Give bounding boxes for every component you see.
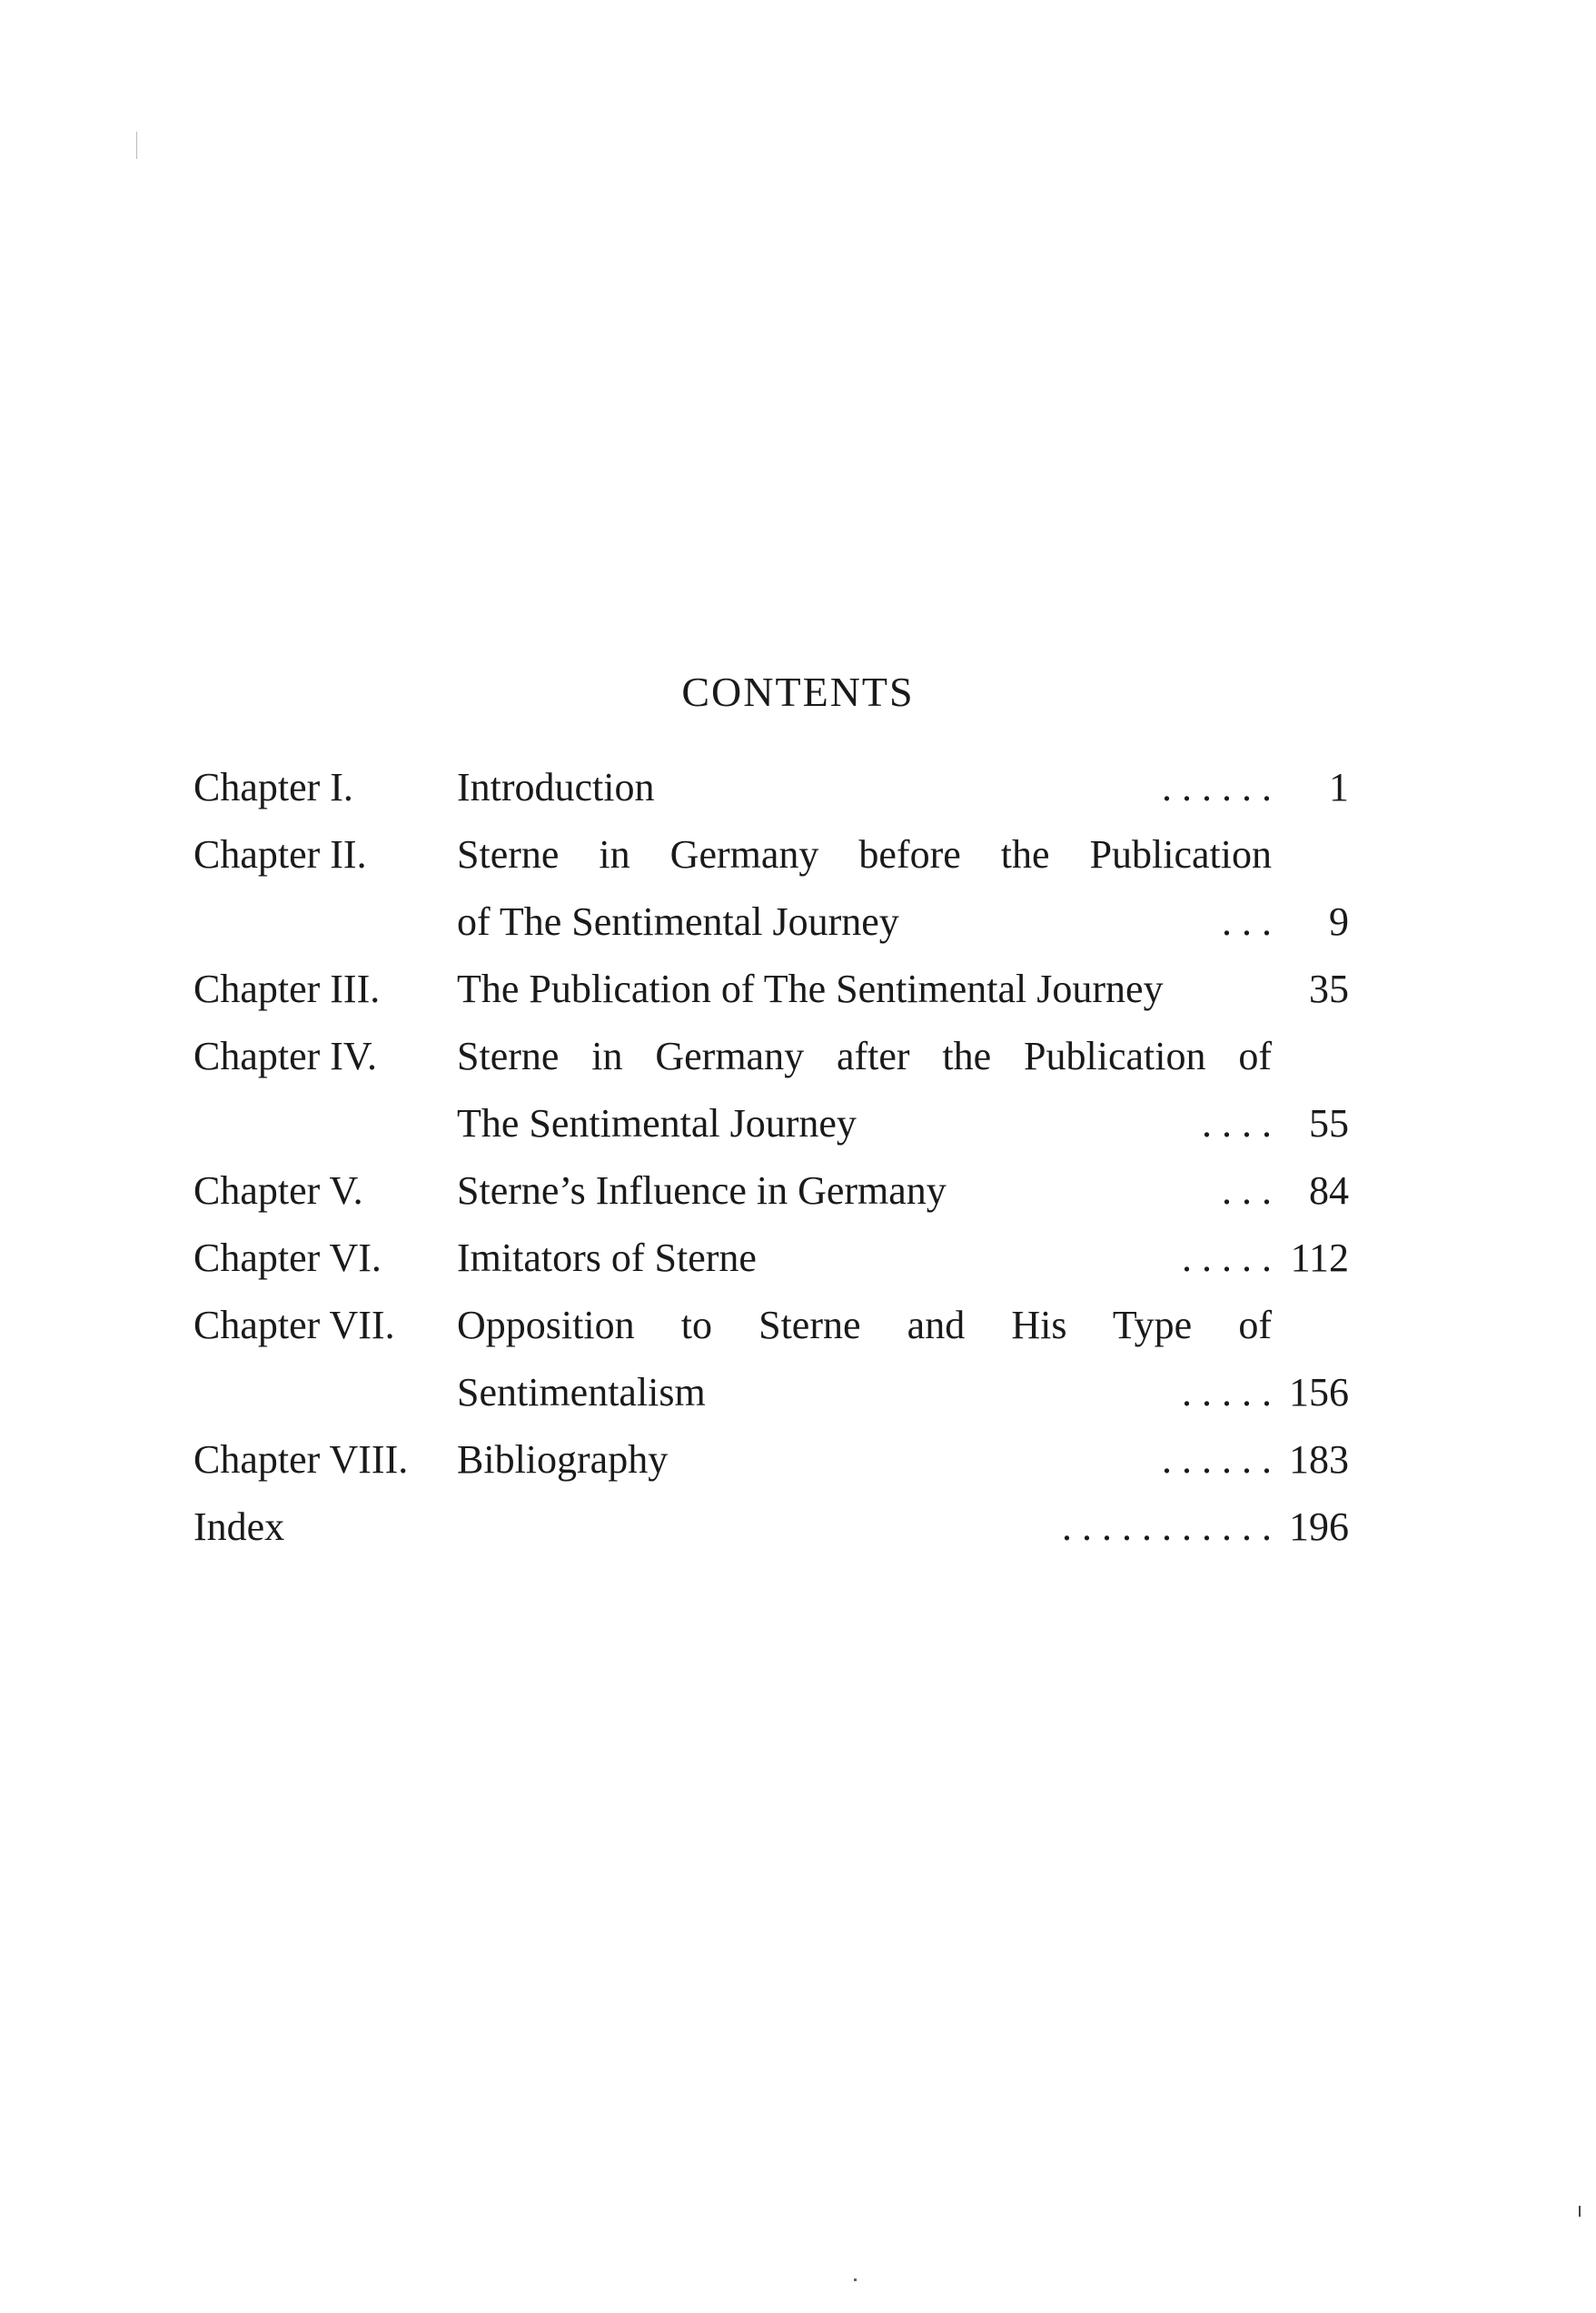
toc-entry	[193, 1225, 1349, 1292]
toc-entry	[193, 1157, 1349, 1225]
page-number: 156	[1289, 1370, 1349, 1415]
chapter-label: Chapter VI.	[193, 1236, 382, 1280]
scan-speck	[136, 132, 137, 159]
toc-entry	[193, 956, 1349, 1023]
chapter-label: Index	[193, 1504, 285, 1549]
dot-leader: . . . . . . . . . . .	[1062, 1504, 1272, 1549]
toc-entry-continued	[193, 1359, 1349, 1426]
contents-heading: CONTENTS	[681, 669, 915, 715]
toc-entry	[193, 1023, 1349, 1090]
chapter-label: Chapter IV.	[193, 1034, 378, 1078]
chapter-title: Introduction	[457, 765, 655, 809]
dot-leader: . . . . . .	[1162, 1437, 1272, 1482]
dot-leader: . . . . . .	[1162, 765, 1272, 809]
chapter-label: Chapter V.	[193, 1168, 363, 1213]
page-number: 196	[1289, 1504, 1349, 1549]
chapter-title-continued: of The Sentimental Journey	[457, 899, 899, 944]
table-of-contents	[193, 754, 1349, 1561]
dot-leader: . . . . .	[1182, 1236, 1272, 1280]
chapter-title: Opposition to Sterne and His Type of	[457, 1303, 1272, 1347]
dot-leader: . . . . .	[1182, 1370, 1272, 1415]
chapter-title: The Publication of The Sentimental Journey	[457, 967, 1164, 1011]
dot-leader: . . .	[1222, 899, 1272, 944]
chapter-label: Chapter I.	[193, 765, 353, 809]
page-number: 55	[1309, 1101, 1349, 1146]
chapter-label: Chapter VIII.	[193, 1437, 409, 1482]
page-number: 9	[1329, 899, 1349, 944]
toc-entry	[193, 821, 1349, 888]
chapter-title: Sterne in Germany before the Publication	[457, 832, 1272, 877]
scan-speck	[1579, 2206, 1581, 2217]
page-number: 183	[1289, 1437, 1349, 1482]
chapter-title: Sterne’s Influence in Germany	[457, 1168, 947, 1213]
chapter-title: Bibliography	[457, 1437, 669, 1482]
toc-entry	[193, 1426, 1349, 1494]
chapter-title: Sterne in Germany after the Publication of	[457, 1034, 1272, 1078]
page-number: 84	[1309, 1168, 1349, 1213]
scan-speck	[854, 2278, 857, 2281]
page-number: 1	[1329, 765, 1349, 809]
toc-entry-continued	[193, 888, 1349, 956]
page-number: 35	[1309, 967, 1349, 1011]
chapter-label: Chapter VII.	[193, 1303, 395, 1347]
toc-entry	[193, 1292, 1349, 1359]
toc-entry-continued	[193, 1090, 1349, 1157]
dot-leader: . . .	[1222, 1168, 1272, 1213]
chapter-title-continued: The Sentimental Journey	[457, 1101, 857, 1146]
toc-entry	[193, 754, 1349, 821]
chapter-label: Chapter II.	[193, 832, 367, 877]
toc-entry	[193, 1494, 1349, 1561]
dot-leader: . . . .	[1202, 1101, 1272, 1146]
chapter-label: Chapter III.	[193, 967, 381, 1011]
chapter-title-continued: Sentimentalism	[457, 1370, 706, 1415]
page-number: 112	[1290, 1236, 1349, 1280]
chapter-title: Imitators of Sterne	[457, 1236, 757, 1280]
